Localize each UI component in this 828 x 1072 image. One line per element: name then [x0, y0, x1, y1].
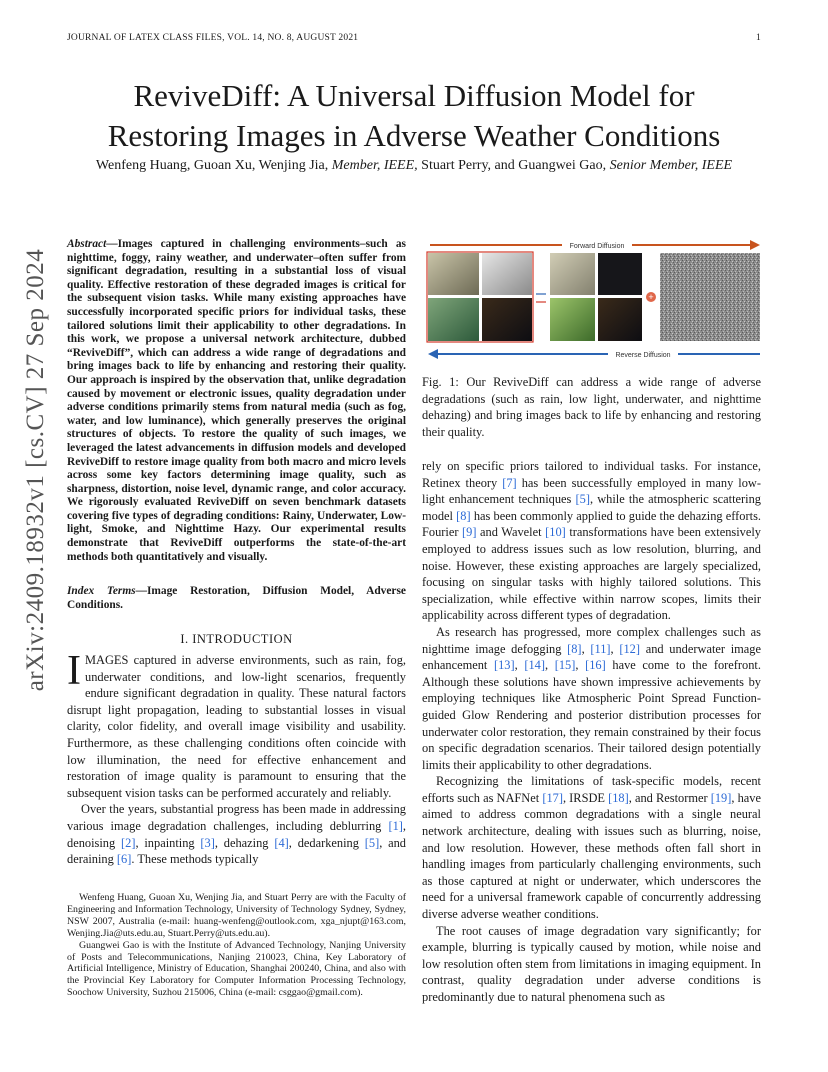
noise-image [660, 253, 760, 341]
right-paragraph-2: As research has progressed, more complex challenges such as nighttime image defogging [8], [11], [12] and underwater image enhancement [13], [14], [15], [16] have come to the forefront. Although these solutions have shown impressive achievements by employing techniques like Atmospheric Point Spread Function-guided Glow Rendering and posterior distribution processes for underwater color restoration, they remain constrained by their focus on specific degradation scenarios. Their tailored design potentially limits their applicability to other degradations. [422, 624, 761, 772]
abstract [67, 238, 406, 564]
citation-link[interactable]: [8] [567, 641, 582, 656]
figure-1 [422, 236, 766, 364]
title-line-2: Restoring Images in Adverse Weather Conditions [107, 118, 721, 153]
authors-part-2: Stuart Perry, and Guangwei Gao, [417, 158, 610, 173]
input-image [482, 253, 532, 295]
citation-link[interactable]: [10] [545, 525, 566, 540]
citation-link[interactable]: [1] [388, 818, 403, 833]
index-terms-label: Index Terms [67, 585, 136, 597]
restored-image [598, 298, 642, 341]
right-paragraph-4: The root causes of image degradation vary significantly; for example, blurring is typically caused by motion, while noise and low resolution often stem from limitations in imaging equipment. In contrast, quality degradation under adverse conditions is predominantly due to natural phenomena such as [422, 923, 761, 1004]
citation-link[interactable]: [5] [575, 492, 590, 507]
citation-link[interactable]: [8] [456, 508, 471, 523]
input-image [428, 253, 479, 295]
introduction-column [67, 648, 407, 868]
citation-link[interactable]: [12] [619, 641, 640, 656]
footnote-1: Wenfeng Huang, Guoan Xu, Wenjing Jia, and Stuart Perry are with the Faculty of Engineering and Information Technology, University of Technology Sydney, Sydney, NSW 2007, Australia (e-mail: huang-wenfeng@outlook.com, xga_njupt@163.com, Wenjing.Jia@uts.edu.au, Stuart.Perry@uts.edu.au). [67, 892, 406, 939]
svg-text:+: + [648, 292, 654, 302]
citation-link[interactable]: [2] [121, 835, 136, 850]
citation-link[interactable]: [4] [274, 835, 289, 850]
right-paragraph-1: rely on specific priors tailored to individual tasks. For instance, Retinex theory [7] has been successfully employed in many low-light enhancement techniques [5], while the atmospheric scattering model [8] has been commonly applied to guide the dehazing efforts. Fourier [9] and Wavelet [10] transformations have been extensively employed to address issues such as low resolution, blurring, and noise. However, these existing approaches are largely specialized, focusing on singular tasks with highly tailored solutions. This specialization, while effective within narrow scopes, limits their applicability across different types of degradation. [422, 459, 762, 623]
citation-link[interactable]: [9] [462, 525, 477, 540]
arxiv-stamp [0, 0, 60, 1072]
footnotes [67, 892, 406, 999]
journal-header: JOURNAL OF LATEX CLASS FILES, VOL. 14, NO. 8, AUGUST 2021 [67, 33, 359, 43]
input-image [482, 298, 532, 341]
forward-diffusion-label: Forward Diffusion [569, 243, 625, 250]
right-paragraph-3: Recognizing the limitations of task-specific models, recent efforts such as NAFNet [17], IRSDE [18], and Restormer [19], have aimed to address common degradations with a single neural network architecture, dealing with issues such as blurring, noise, and low resolution. However, these methods often fall short in handling images from particularly challenging environments, such as those captured at night or underwater, which underscores the need for a universal framework capable of concurrently addressing diverse adverse weather conditions. [422, 774, 761, 922]
abstract-label: Abstract [67, 238, 107, 250]
index-terms [67, 585, 406, 612]
citation-link[interactable]: [11] [590, 641, 611, 656]
reverse-arrow-head [428, 349, 438, 359]
title-line-1: ReviveDiff: A Universal Diffusion Model for [133, 78, 695, 113]
intro-paragraph-2: Over the years, substantial progress has been made in addressing various image degradation challenges, including deblurring [1], denoising [2], inpainting [3], dehazing [4], dedarkening [5], and deraining [6]. These methods typically [67, 802, 407, 867]
restored-image [550, 298, 595, 341]
paper-title [60, 76, 768, 156]
dropcap: I [67, 648, 81, 694]
arxiv-identifier[interactable]: arXiv:2409.18932v1 [cs.CV] 27 Sep 2024 [22, 248, 49, 692]
section-heading: I. INTRODUCTION [180, 632, 293, 646]
abstract-text: —Images captured in challenging environments–such as nighttime, foggy, rainy weather, and underwater–often suffer from significant degradation, resulting in a substantial loss of visual quality. Effective restoration of these degraded images is critical for the subsequent vision tasks. While many existing approaches have successfully incorporated specific priors for individual tasks, these tailored solutions limit their applicability to other degradations. In this work, we propose a universal network architecture, dubbed “ReviveDiff”, which can address a wide range of degradations and bring images back to life by enhancing and restoring their quality. Our approach is inspired by the observation that, unlike degradation caused by movement or electronic issues, quality degradation under adverse conditions primarily stems from natural media (such as fog, water, and low luminance), which generally preserves the original structures of objects. To restore the quality of such images, we leveraged the latest advancements in diffusion models and developed ReviveDiff to restore image quality from both macro and micro levels across some key factors determining image quality, such as sharpness, distortion, noise level, dynamic range, and color accuracy. We rigorously evaluated ReviveDiff on seven benchmark datasets covering five types of degrading conditions: Rainy, Underwater, Low-light, Smoke, and Nighttime Hazy. Our experimental results demonstrate that ReviveDiff outperforms the state-of-the-art methods both quantitatively and visually. [67, 238, 406, 563]
citation-link[interactable]: [17] [542, 790, 563, 805]
citation-link[interactable]: [15] [554, 658, 576, 673]
citation-link[interactable]: [13] [493, 658, 515, 673]
restored-image [550, 253, 595, 295]
authors-affil-1: Member, IEEE, [331, 158, 418, 173]
forward-arrow-head [750, 240, 760, 250]
citation-link[interactable]: [16] [585, 658, 606, 673]
index-terms-text: —Image Restoration, Diffusion Model, Adverse Conditions. [67, 585, 406, 611]
citation-link[interactable]: [6] [116, 852, 132, 867]
figure-caption: Fig. 1: Our ReviveDiff can address a wide range of adverse degradations (such as rain, low light, underwater, and nighttime dehazing) and bring images back to life by enhancing and restoring their quality. [422, 375, 761, 439]
citation-link[interactable]: [14] [524, 658, 546, 673]
citation-link[interactable]: [18] [608, 790, 629, 805]
diffusion-diagram [422, 236, 766, 364]
citation-link[interactable]: [19] [710, 790, 732, 805]
citation-link[interactable]: [3] [200, 835, 215, 850]
input-image [428, 298, 479, 341]
right-column [422, 458, 761, 1006]
author-list [60, 158, 768, 174]
citation-link[interactable]: [7] [502, 475, 517, 490]
intro-paragraph-1 [67, 648, 406, 801]
restored-image [598, 253, 642, 295]
citation-link[interactable]: [5] [364, 835, 380, 850]
intro-p1-text: MAGES captured in adverse environments, such as rain, fog, underwater conditions, and low-light scenarios, frequently endure significant degradation in quality. These natural factors disrupt light propagation, leading to substantial losses in visual clarity, color fidelity, and overall image visibility and usability. Furthermore, as these challenging conditions often coincide with low illumination, the need for effective enhancement and restoration of image quality is paramount to ensuring that the subsequent vision tasks can be performed accurately and reliably. [67, 653, 406, 800]
authors-part-1: Wenfeng Huang, Guoan Xu, Wenjing Jia, [95, 158, 332, 173]
reverse-diffusion-label: Reverse Diffusion [615, 352, 671, 359]
page-number: 1 [756, 33, 761, 43]
authors-affil-2: Senior Member, IEEE [609, 158, 733, 173]
footnote-2: Guangwei Gao is with the Institute of Advanced Technology, Nanjing University of Posts and Telecommunications, Nanjing 210023, China, Key Laboratory of Artificial Intelligence, Ministry of Education, Shanghai 200240, China, and also with the Provincial Key Laboratory for Computer Information Processing Technology, Soochow University, Suzhou 215006, China (e-mail: csggao@gmail.com). [67, 939, 406, 999]
